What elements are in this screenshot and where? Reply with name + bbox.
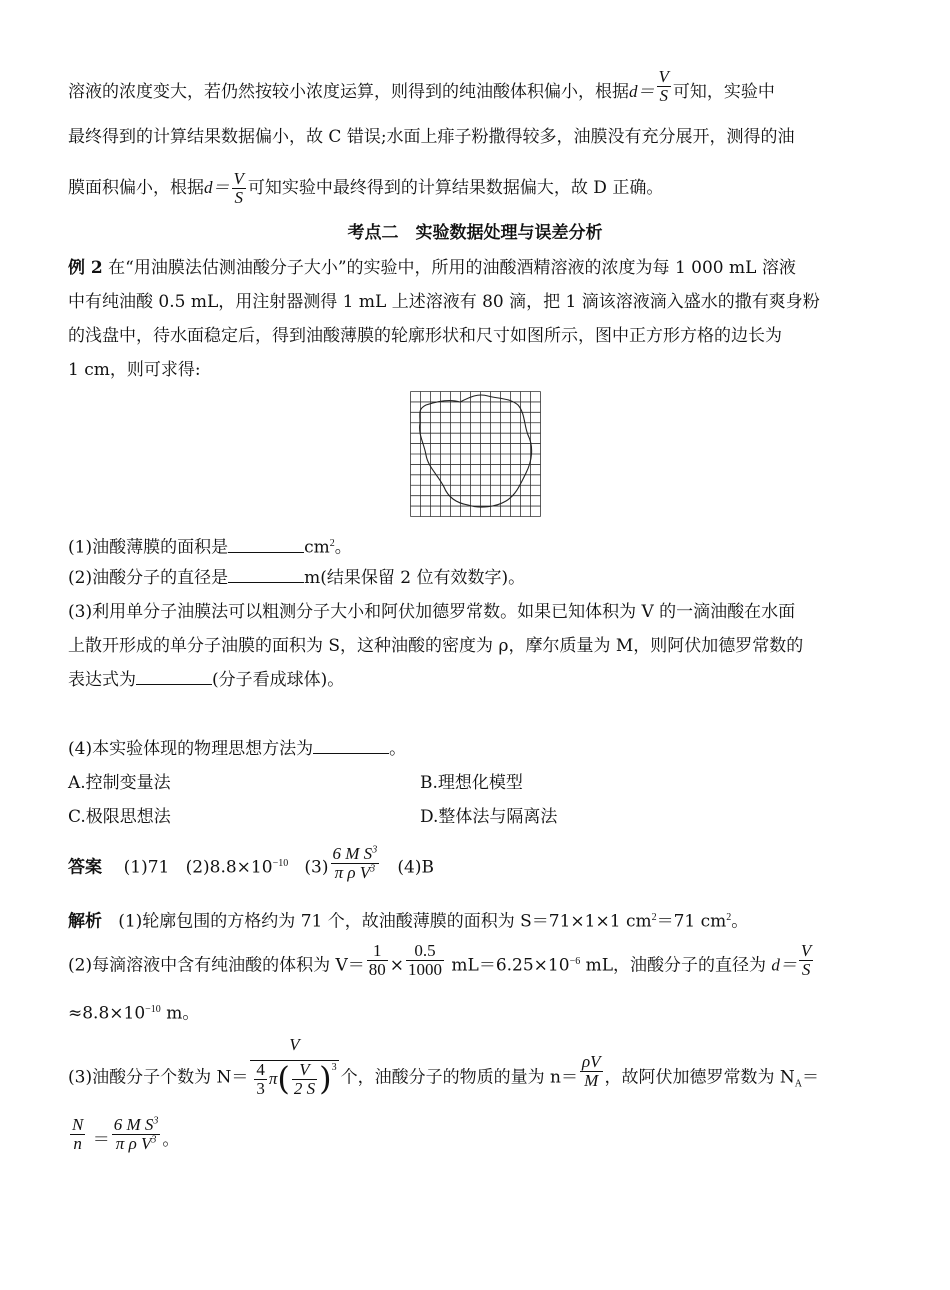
answer-blank-2[interactable] <box>228 566 304 583</box>
analysis-2: (2)每滴溶液中含有纯油酸的体积为 V＝ $\frac{1}{80}$ × $\frac{0.5}{1000}$ $mL=6.25\times 10^{-6}$ mL，油酸分子的直径为 d＝ $\frac{V}{S}$ <box>68 940 812 979</box>
formula-d: d＝ <box>629 82 655 101</box>
option-d: D.整体法与隔离法 <box>420 807 558 827</box>
option-c: C.极限思想法 <box>68 807 171 827</box>
answer-blank-4[interactable] <box>313 737 389 754</box>
fraction-v-over-s: $\frac{V}{S}$ <box>658 67 669 105</box>
option-b: B.理想化模型 <box>420 773 523 793</box>
analysis-1: 解析 (1)轮廓包围的方格约为 71 个，故油酸薄膜的面积为 S＝71×1×1 $cm^2=71$ $cm^2$。 <box>68 911 749 932</box>
analysis-3b: $\frac{N}{n}$ ＝ $\frac{6 M S^3}{\pi \rho V^3}$ 。 <box>72 1115 180 1153</box>
question-1: (1)油酸薄膜的面积是 $cm^2$。 <box>68 537 352 558</box>
prev-line-3: 膜面积偏小，根据d＝ $\frac{V}{S}$ 可知实验中最终得到的计算结果数据偏大，故 D 正确。 <box>68 169 664 207</box>
oil-film-grid-figure <box>410 391 541 517</box>
question-3-line-1: (3)利用单分子油膜法可以粗测分子大小和阿伏加德罗常数。如果已知体积为 V 的一滴油酸在水面 <box>68 602 796 622</box>
option-a: A.控制变量法 <box>68 773 171 793</box>
oil-film-outline <box>420 395 532 507</box>
example-line-4: 1 cm，则可求得: <box>68 360 201 380</box>
example-line-3: 的浅盘中，待水面稳定后，得到油酸薄膜的轮廓形状和尺寸如图所示，图中正方形方格的边长为 <box>68 326 782 346</box>
question-2: (2)油酸分子的直径是 m(结果保留 2 位有效数字)。 <box>68 568 526 588</box>
prev-line-1: 溶液的浓度变大，若仍然按较小浓度运算，则得到的纯油酸体积偏小，根据d＝ $\frac{V}{S}$ 可知，实验中 <box>68 67 775 105</box>
analysis-2b: $\approx 8.8\times 10^{-10}$ m。 <box>68 1003 200 1024</box>
answer-blank-1[interactable] <box>228 536 304 553</box>
question-4: (4)本实验体现的物理思想方法为 。 <box>68 739 407 759</box>
question-3-line-2: 上散开形成的单分子油膜的面积为 S，这种油酸的密度为 ρ，摩尔质量为 M，则阿伏加德罗常数的 <box>68 636 804 656</box>
prev-line-2: 最终得到的计算结果数据偏小，故 C 错误;水面上痱子粉撒得较多，油膜没有充分展开，测得的油 <box>68 127 795 147</box>
answer-blank-3[interactable] <box>136 668 212 685</box>
section-title: 考点二 实验数据处理与误差分析 <box>347 223 603 243</box>
example-line-2: 中有纯油酸 0.5 mL，用注射器测得 1 mL 上述溶液有 80 滴，把 1 滴该溶液滴入盛水的撒有爽身粉 <box>68 292 820 312</box>
avogadro-fraction: $\frac{6 M S^3}{\pi \rho V^3}$ <box>332 843 378 882</box>
answer-line: 答案 (1)71 $(2)8.8\times 10^{-10}$ (3) $\frac{6 M S^3}{\pi \rho V^3}$ (4)B <box>68 843 434 882</box>
example-line-1: 例 2 在“用油膜法估测油酸分子大小”的实验中，所用的油酸酒精溶液的浓度为每 1 000 mL 溶液 <box>68 258 796 278</box>
question-3-line-3: 表达式为 (分子看成球体)。 <box>68 670 345 690</box>
analysis-3: (3)油酸分子个数为 N＝ V $\frac{4}{3}$ π( $\frac{V}{2 S}$ )$^3$ 个，油酸分子的物质的量为 n＝ $\frac{\rho V}{M}$ ，故阿伏加德罗常数为 $N_A=$ <box>68 1035 820 1098</box>
molecule-count-fraction: V $\frac{4}{3}$ π( $\frac{V}{2 S}$ )$^3$ <box>250 1036 338 1098</box>
